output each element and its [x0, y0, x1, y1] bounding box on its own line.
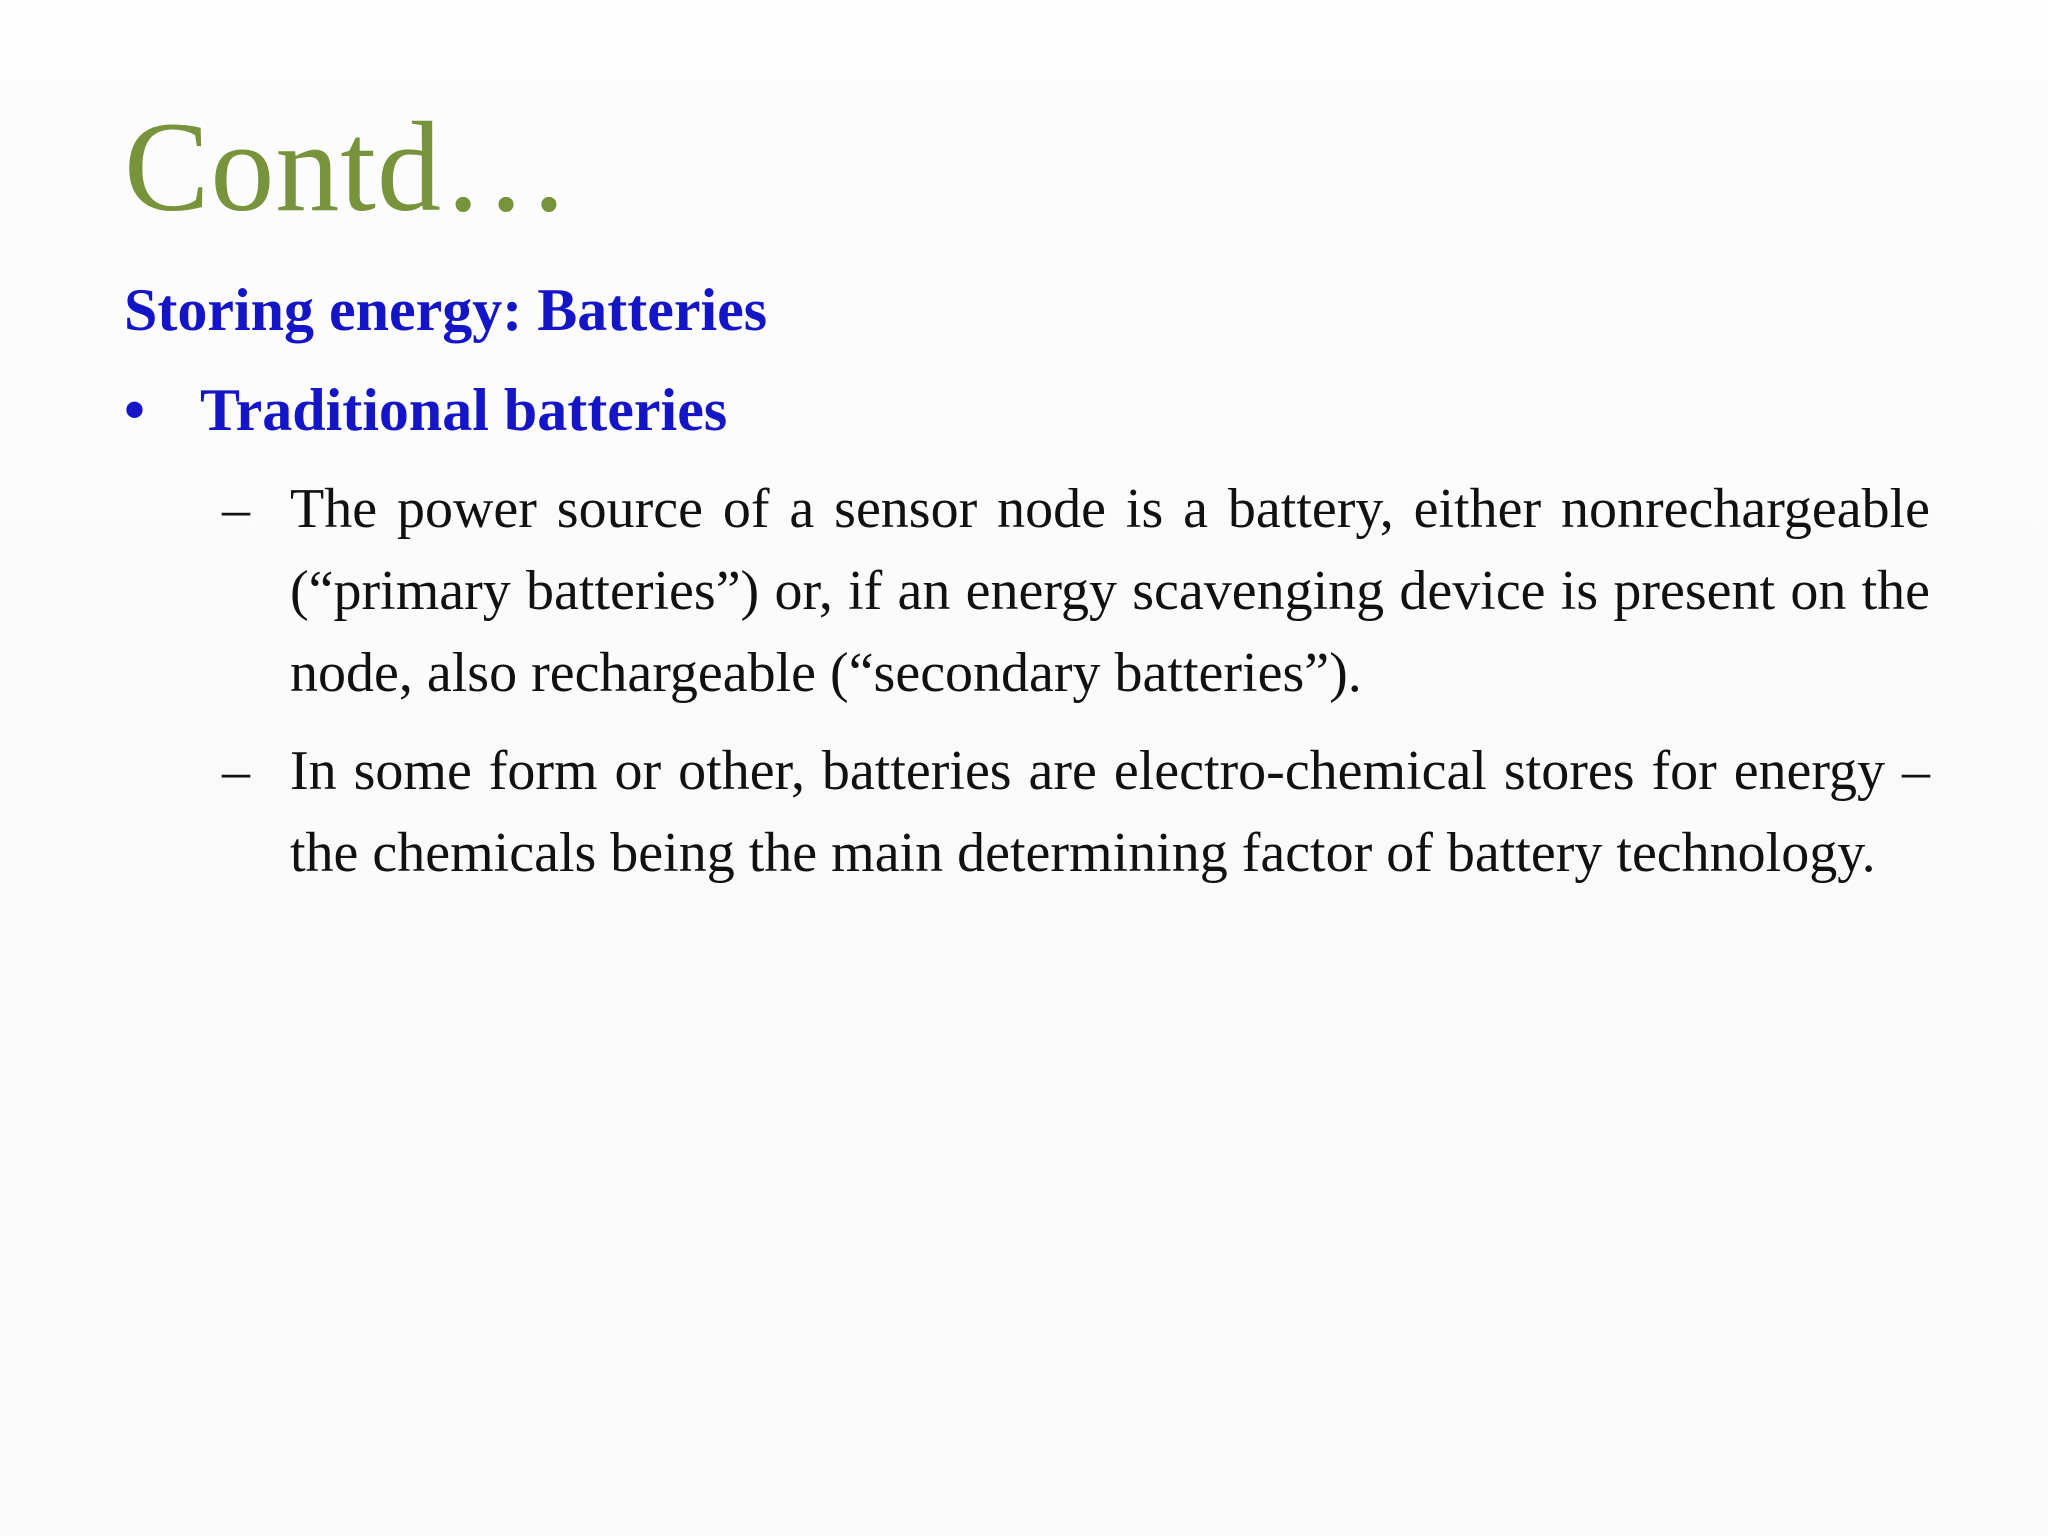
slide-subtitle: Storing energy: Batteries — [124, 277, 768, 343]
slide-title: Contd… — [124, 96, 571, 238]
sub-bullet-item — [222, 730, 1930, 894]
bullet-marker: • — [124, 377, 146, 443]
sub-bullet-text: In some form or other, batteries are electro-chemical stores for energy – the chemicals being the main determining factor of battery technology. — [290, 740, 1930, 884]
sub-bullet-item — [222, 468, 1930, 714]
dash-marker: – — [222, 740, 250, 802]
sub-bullet-list — [222, 468, 1930, 910]
bullet-item-traditional-batteries — [124, 372, 1924, 448]
dash-marker: – — [222, 478, 250, 540]
bullet-label: Traditional batteries — [200, 377, 728, 443]
sub-bullet-text: The power source of a sensor node is a battery, either nonrechargeable (“primary batteries”) or, if an energy scavenging device is present on the node, also rechargeable (“secondary batteries”). — [290, 478, 1930, 704]
